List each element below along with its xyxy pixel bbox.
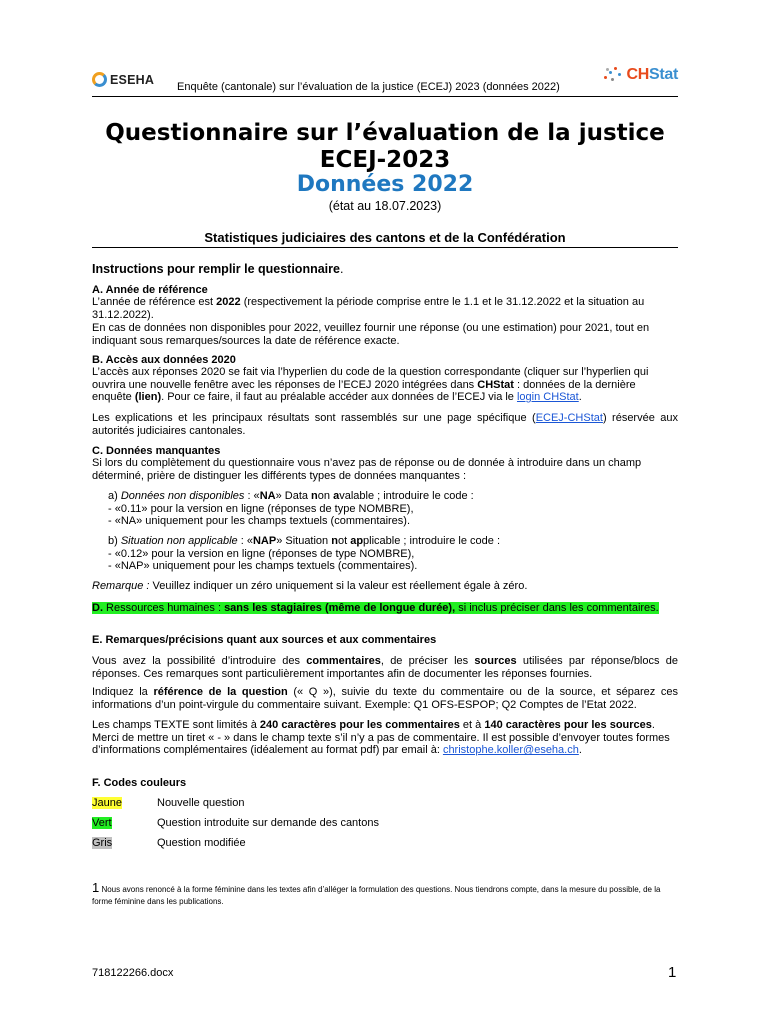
section-d-paragraph: D. Ressources humaines : sans les stagiaires (même de longue durée), si inclus préciser dans les commentaires. xyxy=(92,602,659,614)
section-e-title: E. Remarques/précisions quant aux sources et aux commentaires xyxy=(92,634,437,646)
chstat-logo xyxy=(602,66,678,84)
contact-email-link[interactable]: christophe.koller@eseha.ch xyxy=(442,744,579,757)
document-title xyxy=(0,120,770,174)
section-heading: Statistiques judiciaires des cantons et de la Confédération xyxy=(92,230,678,248)
color-code-description: Nouvelle question xyxy=(157,797,245,809)
section-a-title: A. Année de référence xyxy=(92,284,208,296)
na-online-rule: - «0.11» pour la version en ligne (réponses de type NOMBRE), xyxy=(108,503,414,515)
section-e-paragraph-2: Indiquez la référence de la question (« Q »), suivie du texte du commentaire ou de la source, et séparez ces informations d’un point-virgule du commentaire suivant. Exemple: Q1 OFS-ESPOP; Q2 Comptes de l’Etat 2022. xyxy=(92,686,679,711)
footnote xyxy=(92,882,678,908)
footer-filename: 718122266.docx xyxy=(92,967,174,979)
section-c-paragraph-1: Si lors du complètement du questionnaire vous n’avez pas de réponse ou de donnée à introduire dans un champ déterminé, prière de distinguer les différents types de données manquantes : xyxy=(92,457,642,482)
section-e-paragraph-1: Vous avez la possibilité d’introduire des commentaires, de préciser les sources utilisées par réponse/blocs de réponses. Ces remarques sont particulièrement importantes afin de documenter les réponses fournies. xyxy=(92,655,678,680)
eseha-logo xyxy=(92,72,154,87)
section-b-paragraph-1: L’accès aux réponses 2020 se fait via l’hyperlien du code de la question correspondante (cliquer sur l’hyperlien qui ouvrira une nouvelle fenêtre avec les réponses de l’ECEJ 2020 intégrées dans CHStat : données de la dernière enquête (lien). Pour ce faire, il faut au préalable accéder aux données de l’ECEJ via le login CHStat. xyxy=(92,366,649,404)
nap-online-rule: - «0.12» pour la version en ligne (réponses de type NOMBRE), xyxy=(108,548,415,560)
chstat-logo-text: CHStat xyxy=(626,66,678,83)
color-code-green: Vert xyxy=(92,817,112,829)
section-b-paragraph-2: Les explications et les principaux résultats sont rassemblés sur une page spécifique (ECEJ-CHStat) réservée aux autorités judiciaires cantonales. xyxy=(92,412,678,437)
color-code-description: Question introduite sur demande des cantons xyxy=(157,817,379,829)
section-c-title: C. Données manquantes xyxy=(92,445,221,457)
document-status-date: (état au 18.07.2023) xyxy=(328,199,442,213)
footnote-number: 1 xyxy=(92,880,100,895)
document-subtitle: Données 2022 xyxy=(296,172,474,197)
footnote-text: Nous avons renoncé à la forme féminine dans les textes afin d’alléger la formulation des questions. Nous tiendrons compte, dans la mesure du possible, de la forme féminine dans les publications. xyxy=(92,885,661,906)
color-code-row xyxy=(92,817,678,830)
nap-definition: b) Situation non applicable : «NAP» Situation not applicable ; introduire le code : xyxy=(108,535,501,547)
section-a-paragraph-1: L’année de référence est 2022 (respectivement la période comprise entre le 1.1 et le 31.12.2022 et la situation au 31.12.2022). xyxy=(92,296,645,321)
color-code-description: Question modifiée xyxy=(157,837,246,849)
na-definition: a) Données non disponibles : «NA» Data non avalable ; introduire le code : xyxy=(108,490,474,502)
page-header xyxy=(92,66,678,97)
ecej-chstat-link[interactable]: ECEJ-CHStat xyxy=(535,412,603,424)
section-b-title: B. Accès aux données 2020 xyxy=(92,354,236,366)
login-chstat-link[interactable]: login CHStat xyxy=(516,391,579,404)
nap-text-rule: - «NAP» uniquement pour les champs textuels (commentaires). xyxy=(108,560,418,572)
section-f-title: F. Codes couleurs xyxy=(92,777,187,789)
title-line-1: Questionnaire sur l’évaluation de la justice xyxy=(105,120,665,146)
eseha-logo-icon xyxy=(92,72,107,87)
page-number: 1 xyxy=(668,964,677,981)
na-text-rule: - «NA» uniquement pour les champs textuels (commentaires). xyxy=(108,515,411,527)
color-code-row xyxy=(92,837,678,850)
color-code-grey: Gris xyxy=(92,837,113,849)
color-code-row xyxy=(92,797,678,810)
eseha-logo-text: ESEHA xyxy=(110,72,155,87)
section-e-paragraph-3: Les champs TEXTE sont limités à 240 caractères pour les commentaires et à 140 caractères pour les sources. Merci de mettre un tiret « - » dans le champ texte s’il n’y a pas de commentaire. Il est possible d’envoyer toutes formes d’informations complémentaires (idéalement au format pdf) par email à: christophe.koller@eseha.ch. xyxy=(92,719,670,757)
title-line-2: ECEJ-2023 xyxy=(319,147,451,173)
chstat-dots-icon xyxy=(602,67,624,83)
color-code-yellow: Jaune xyxy=(92,797,122,809)
zero-remark: Remarque : Veuillez indiquer un zéro uniquement si la valeur est réellement égale à zéro. xyxy=(92,580,528,592)
instructions-heading: Instructions pour remplir le questionnaire. xyxy=(92,262,344,276)
header-title: Enquête (cantonale) sur l’évaluation de la justice (ECEJ) 2023 (données 2022) xyxy=(177,81,560,93)
section-a-paragraph-2: En cas de données non disponibles pour 2022, veuillez fournir une réponse (ou une estimation) pour 2021, tout en indiquant sous remarques/sources la date de référence exacte. xyxy=(92,322,650,347)
